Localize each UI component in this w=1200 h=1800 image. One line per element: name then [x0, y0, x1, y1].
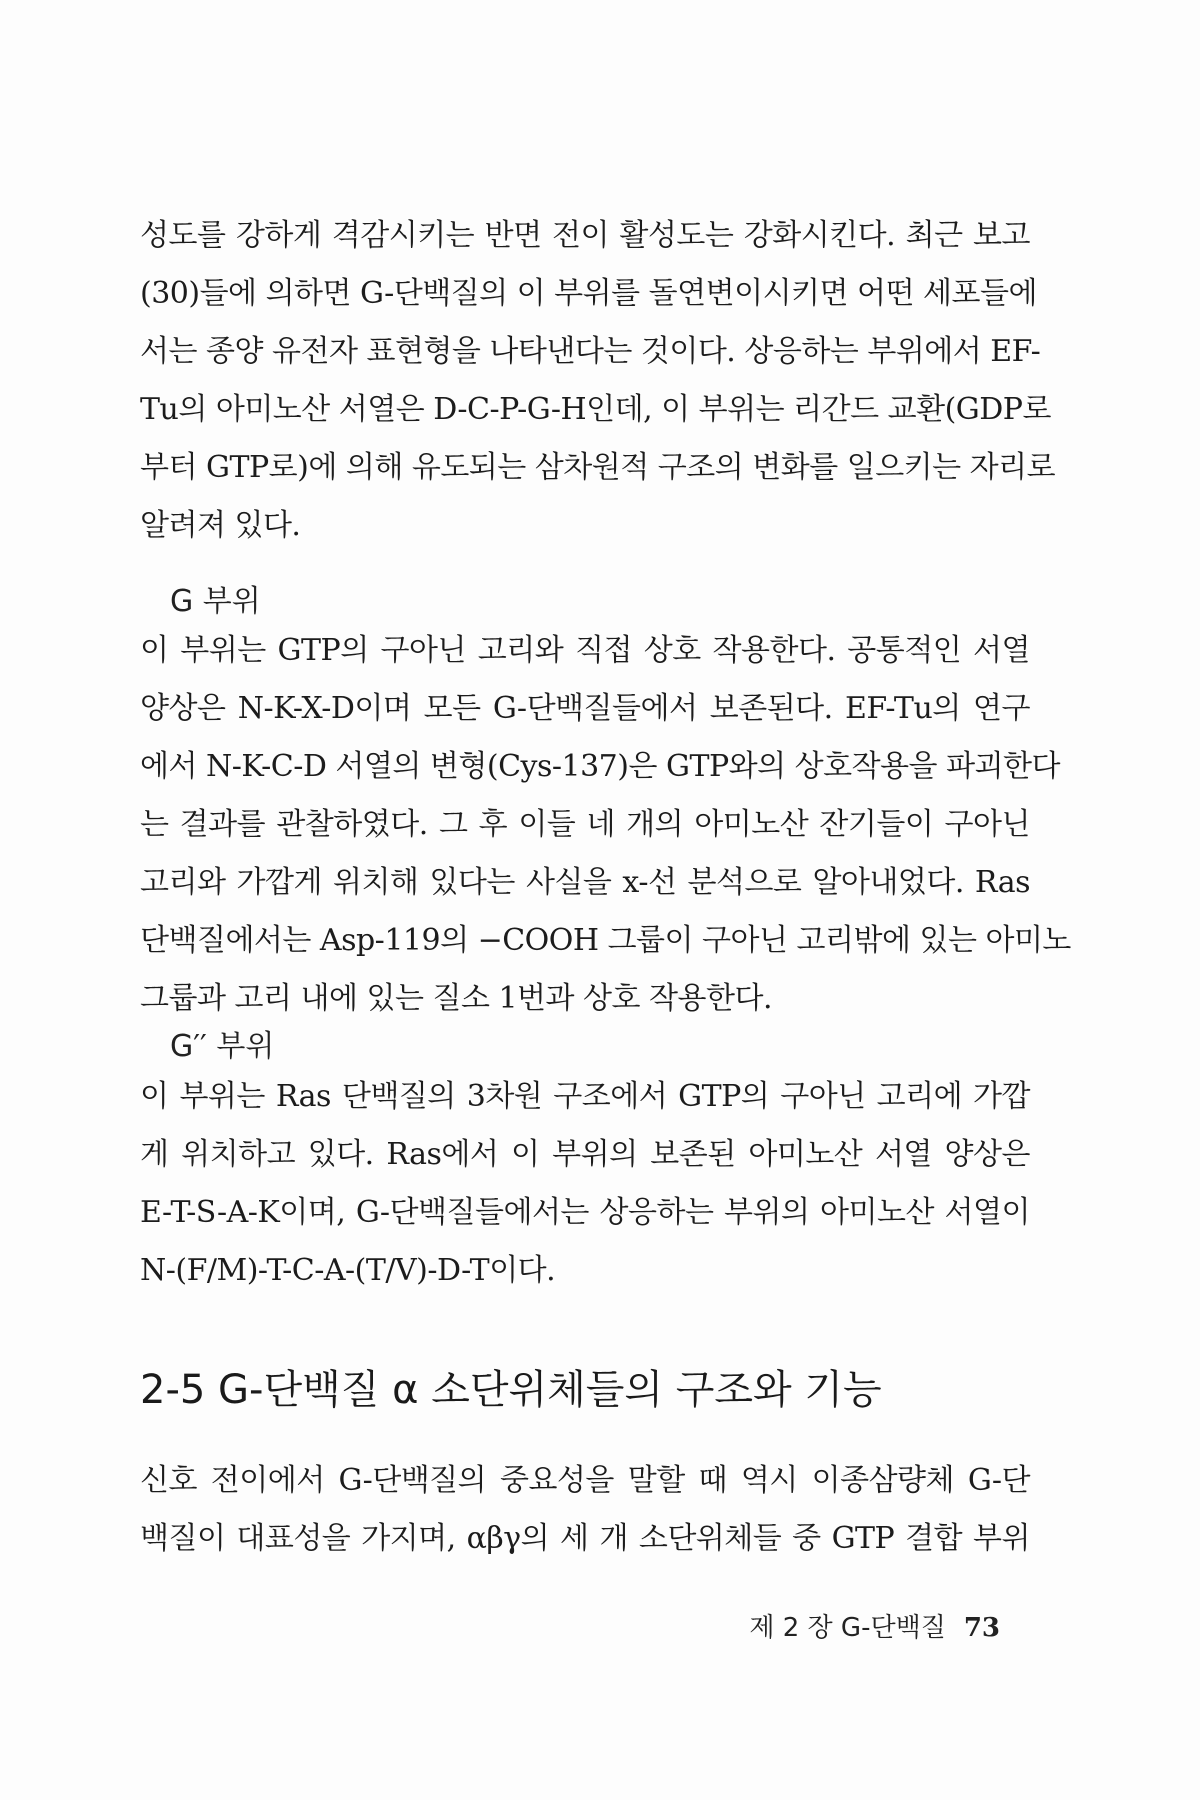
paragraph-line: 성도를 강하게 격감시키는 반면 전이 활성도는 강화시킨다. 최근 보고 [140, 218, 1030, 253]
subhead-g-site: G 부위 [170, 584, 261, 619]
paragraph-line: E-T-S-A-K이며, G-단백질들에서는 상응하는 부위의 아미노산 서열이 [140, 1195, 1030, 1230]
paragraph-line: 서는 종양 유전자 표현형을 나타낸다는 것이다. 상응하는 부위에서 EF- [140, 334, 1041, 369]
paragraph-line: (30)들에 의하면 G-단백질의 이 부위를 돌연변이시키면 어떤 세포들에 [140, 276, 1037, 311]
chapter-label: 제 2 장 G-단백질 [749, 1613, 946, 1643]
subhead-g-double-prime-site: G′′ 부위 [170, 1029, 275, 1064]
paragraph-line: Tu의 아미노산 서열은 D-C-P-G-H인데, 이 부위는 리간드 교환(GDP로 [140, 392, 1051, 427]
paragraph-line: 이 부위는 GTP의 구아닌 고리와 직접 상호 작용한다. 공통적인 서열 [140, 633, 1030, 668]
paragraph-line: 는 결과를 관찰하였다. 그 후 이들 네 개의 아미노산 잔기들이 구아닌 [140, 807, 1030, 842]
paragraph-2 [140, 622, 1071, 1028]
paragraph-line: 그룹과 고리 내에 있는 질소 1번과 상호 작용한다. [140, 981, 772, 1016]
section-heading: 2-5 G-단백질 α 소단위체들의 구조와 기능 [140, 1367, 882, 1413]
paragraph-line: 백질이 대표성을 가지며, αβγ의 세 개 소단위체들 중 GTP 결합 부위 [140, 1521, 1030, 1556]
paragraph-3 [140, 1068, 1030, 1300]
paragraph-line: 게 위치하고 있다. Ras에서 이 부위의 보존된 아미노산 서열 양상은 [140, 1137, 1030, 1172]
paragraph-line: 단백질에서는 Asp-119의 −COOH 그룹이 구아닌 고리밖에 있는 아미노 [140, 923, 1071, 958]
paragraph-line: 에서 N-K-C-D 서열의 변형(Cys-137)은 GTP와의 상호작용을 파괴한다 [140, 749, 1060, 784]
paragraph-line: 부터 GTP로)에 의해 유도되는 삼차원적 구조의 변화를 일으키는 자리로 [140, 450, 1056, 485]
paragraph-line: 알려져 있다. [140, 508, 301, 543]
paragraph-line: 신호 전이에서 G-단백질의 중요성을 말할 때 역시 이종삼량체 G-단 [140, 1463, 1030, 1498]
paragraph-1 [140, 207, 1056, 555]
paragraph-4 [140, 1452, 1030, 1568]
page-footer [749, 1610, 1000, 1646]
paragraph-line: 이 부위는 Ras 단백질의 3차원 구조에서 GTP의 구아닌 고리에 가깝 [140, 1079, 1030, 1114]
page-number: 73 [963, 1613, 1000, 1643]
paragraph-line: 고리와 가깝게 위치해 있다는 사실을 x-선 분석으로 알아내었다. Ras [140, 865, 1030, 900]
paragraph-line: 양상은 N-K-X-D이며 모든 G-단백질들에서 보존된다. EF-Tu의 연구 [140, 691, 1030, 726]
paragraph-line: N-(F/M)-T-C-A-(T/V)-D-T이다. [140, 1253, 556, 1288]
